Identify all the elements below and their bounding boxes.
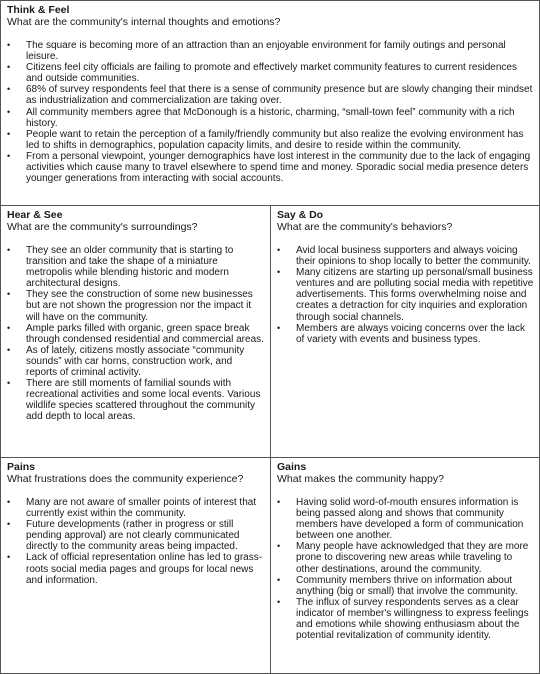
bullet-list: [7, 245, 265, 423]
list-item: • The square is becoming more of an attraction than an enjoyable environment for family outings and personal leisure.: [7, 40, 534, 62]
list-item: • Future developments (rather in progress or still pending approval) are not clearly communicated directly to the community areas being impacted.: [7, 519, 265, 552]
list-item: • Many citizens are starting up personal/small business ventures and are polluting social media with repetitive advertisements. This forms overwhelming noise and creates a detraction for city inquiries and exploration through social channels.: [277, 267, 534, 322]
list-item: • People want to retain the perception of a family/friendly community but also realize the evolving environment has led to shifts in demographics, population capacity limits, and desire to reside within the community.: [7, 129, 534, 151]
section-title: Pains: [7, 461, 36, 473]
think-feel-section: [0, 0, 540, 206]
list-item: • Many people have acknowledged that they are more prone to discovering new areas while traveling to other destinations, around the community.: [277, 541, 534, 574]
list-item: • All community members agree that McDonough is a historic, charming, “small-town feel” community with a rich history.: [7, 107, 534, 129]
list-item: • Having solid word-of-mouth ensures information is being passed along and shows that community members have developed a form of communication between one another.: [277, 497, 534, 541]
list-item: • They see the construction of some new businesses but are not shown the progression nor the impact it will have on the community.: [7, 289, 265, 322]
bullet-list: [7, 497, 265, 586]
list-item: • From a personal viewpoint, younger demographics have lost interest in the community due to the lack of engaging activities which cause many to travel elsewhere to spend time and money. Sporadic social media presence deters younger generations from interacting with social accounts.: [7, 151, 534, 184]
list-item: • Many are not aware of smaller points of interest that currently exist within the community.: [7, 497, 265, 519]
pains-section: [0, 457, 271, 674]
list-item: • 68% of survey respondents feel that there is a sense of community presence but are slowly changing their mindset as industrialization and commercialization are taking over.: [7, 84, 534, 106]
list-item: • Community members thrive on information about anything (big or small) that involve the community.: [277, 575, 534, 597]
section-title: Gains: [277, 461, 307, 473]
section-title: Hear & See: [7, 209, 63, 221]
list-item: • The influx of survey respondents serves as a clear indicator of member's willingness to express feelings and emotions while showing enthusiasm about the potential revitalization of community identity.: [277, 597, 534, 641]
say-do-section: [270, 205, 540, 458]
gains-section: [270, 457, 540, 674]
list-item: • There are still moments of familial sounds with recreational activities and some local events. Various wildlife species scattered throughout the community add depth to local areas.: [7, 378, 265, 422]
list-item: • They see an older community that is starting to transition and take the shape of a miniature metropolis while blending historic and modern architectural designs.: [7, 245, 265, 289]
section-question: What frustrations does the community experience?: [7, 473, 244, 485]
bullet-list: [277, 245, 534, 345]
list-item: • Avid local business supporters and always voicing their opinions to shop locally to better the community.: [277, 245, 534, 267]
list-item: • Ample parks filled with organic, green space break through condensed residential and commercial areas.: [7, 323, 265, 345]
section-question: What makes the community happy?: [277, 473, 444, 485]
list-item: • Citizens feel city officials are failing to promote and effectively market community features to current residences and outside communities.: [7, 62, 534, 84]
bullet-list: [277, 497, 534, 641]
bullet-list: [7, 40, 534, 184]
section-title: Say & Do: [277, 209, 324, 221]
hear-see-section: [0, 205, 271, 458]
section-title: Think & Feel: [7, 4, 70, 16]
section-question: What are the community's behaviors?: [277, 221, 453, 233]
section-question: What are the community's internal thoughts and emotions?: [7, 16, 281, 28]
list-item: • As of lately, citizens mostly associate “community sounds” with car horns, construction work, and reports of criminal activity.: [7, 345, 265, 378]
list-item: • Lack of official representation online has led to grass-roots social media pages and groups for local news and information.: [7, 552, 265, 585]
list-item: • Members are always voicing concerns over the lack of variety with events and business types.: [277, 323, 534, 345]
section-question: What are the community's surroundings?: [7, 221, 198, 233]
